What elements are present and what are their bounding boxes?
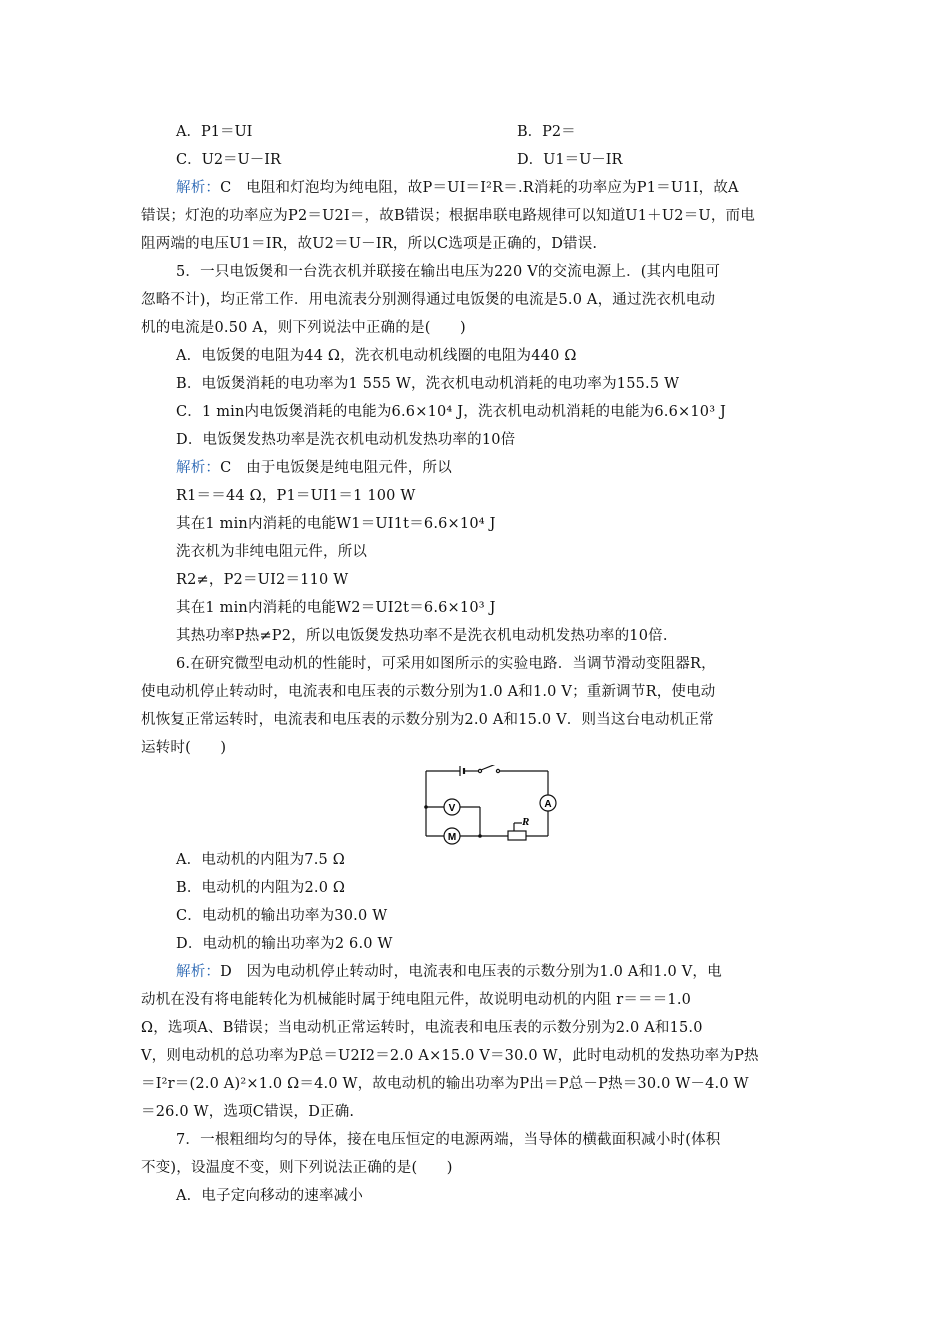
q5-analysis-line-4: 洗衣机为非纯电阻元件，所以 (176, 544, 368, 560)
analysis-label: 解析： (176, 964, 221, 980)
q5-option-b: B．电饭煲消耗的电功率为1 555 W，洗衣机电动机消耗的电功率为155.5 W (176, 376, 680, 392)
junction-dot (424, 805, 428, 809)
q4-analysis-line-1: 解析：C 电阻和灯泡均为纯电阻，故P＝UI＝I²R＝.R消耗的功率应为P1＝U1I，故A (176, 180, 739, 196)
q4-option-d: D．U1＝U－IR (517, 152, 623, 168)
q5-analysis-line-6: 其在1 min内消耗的电能W2＝UI2t＝6.6×10³ J (176, 600, 496, 616)
q5-analysis-line-7: 其热功率P热≠P2，所以电饭煲发热功率不是洗衣机电动机发热功率的10倍. (176, 628, 668, 644)
q6-stem-line-4: 运转时( ) (141, 740, 227, 756)
q4-option-b: B．P2＝ (517, 124, 576, 140)
q6-option-d: D．电动机的输出功率为2 6.0 W (176, 936, 393, 952)
q6-analysis-line-4: V，则电动机的总功率为P总＝U2I2＝2.0 A×15.0 V＝30.0 W，此时电动机的发热功率为P热 (141, 1048, 759, 1064)
q7-stem-line-2: 不变)，设温度不变，则下列说法正确的是( ) (141, 1160, 453, 1176)
q6-analysis-line-2: 动机在没有将电能转化为机械能时属于纯电阻元件，故说明电动机的内阻 r＝＝＝1.0 (141, 992, 692, 1008)
q5-analysis-line-5: R2≠，P2＝UI2＝110 W (176, 572, 349, 588)
q5-stem-line-3: 机的电流是0.50 A，则下列说法中正确的是( ) (141, 320, 466, 336)
q5-option-d: D．电饭煲发热功率是洗衣机电动机发热功率的10倍 (176, 432, 516, 448)
q6-option-a: A．电动机的内阻为7.5 Ω (176, 852, 345, 868)
q5-stem-line-2: 忽略不计)，均正常工作．用电流表分别测得通过电饭煲的电流是5.0 A，通过洗衣机电动 (141, 292, 716, 308)
voltmeter-symbol (444, 799, 460, 815)
q6-stem-line-1: 6.在研究微型电动机的性能时，可采用如图所示的实验电路．当调节滑动变阻器R， (176, 656, 716, 672)
q4-option-c: C．U2＝U－IR (176, 152, 281, 168)
junction-dot (478, 834, 482, 838)
q5-option-c: C．1 min内电饭煲消耗的电能为6.6×10⁴ J，洗衣机电动机消耗的电能为6.6×10³ J (176, 404, 727, 420)
q6-option-c: C．电动机的输出功率为30.0 W (176, 908, 388, 924)
q5-analysis-line-1: 解析：C 由于电饭煲是纯电阻元件，所以 (176, 460, 452, 476)
q5-analysis-line-2: R1＝＝44 Ω，P1＝UI1＝1 100 W (176, 488, 416, 504)
q4-analysis-line-3: 阻两端的电压U1＝IR，故U2＝U－IR，所以C选项是正确的，D错误. (141, 236, 598, 252)
analysis-label: 解析： (176, 180, 221, 196)
svg-text:A: A (544, 799, 552, 810)
circuit-diagram (422, 765, 558, 845)
q5-option-a: A．电饭煲的电阻为44 Ω，洗衣机电动机线圈的电阻为440 Ω (176, 348, 577, 364)
q6-analysis-line-5: ＝I²r＝(2.0 A)²×1.0 Ω＝4.0 W，故电动机的输出功率为P出＝P总－P热＝30.0 W－4.0 W (141, 1076, 749, 1092)
q6-analysis-line-6: ＝26.0 W，选项C错误，D正确. (141, 1104, 355, 1120)
svg-text:V: V (448, 803, 456, 814)
svg-text:M: M (447, 832, 457, 843)
rheostat-label: R (522, 816, 530, 828)
q4-option-a: A．P1＝UI (176, 124, 253, 140)
q6-analysis-line-1: 解析：D 因为电动机停止转动时，电流表和电压表的示数分别为1.0 A和1.0 V，电 (176, 964, 722, 980)
analysis-label: 解析： (176, 460, 221, 476)
q5-analysis-line-3: 其在1 min内消耗的电能W1＝UI1t＝6.6×10⁴ J (176, 516, 496, 532)
q6-analysis-line-3: Ω，选项A、B错误；当电动机正常运转时，电流表和电压表的示数分别为2.0 A和15.0 (141, 1020, 703, 1036)
q6-option-b: B．电动机的内阻为2.0 Ω (176, 880, 346, 896)
q7-stem-line-1: 7．一根粗细均匀的导体，接在电压恒定的电源两端，当导体的横截面积减小时(体积 (176, 1132, 721, 1148)
q6-stem-line-3: 机恢复正常运转时，电流表和电压表的示数分别为2.0 A和15.0 V．则当这台电动机正常 (141, 712, 714, 728)
q4-analysis-line-2: 错误；灯泡的功率应为P2＝U2I＝，故B错误；根据串联电路规律可以知道U1＋U2＝U，而电 (141, 208, 755, 224)
q7-option-a: A．电子定向移动的速率减小 (176, 1188, 364, 1204)
motor-symbol (444, 828, 460, 844)
q6-stem-line-2: 使电动机停止转动时，电流表和电压表的示数分别为1.0 A和1.0 V；重新调节R，使电动 (141, 684, 716, 700)
ammeter-symbol (540, 795, 556, 811)
q5-stem-line-1: 5．一只电饭煲和一台洗衣机并联接在输出电压为220 V的交流电源上．(其内电阻可 (176, 264, 721, 280)
